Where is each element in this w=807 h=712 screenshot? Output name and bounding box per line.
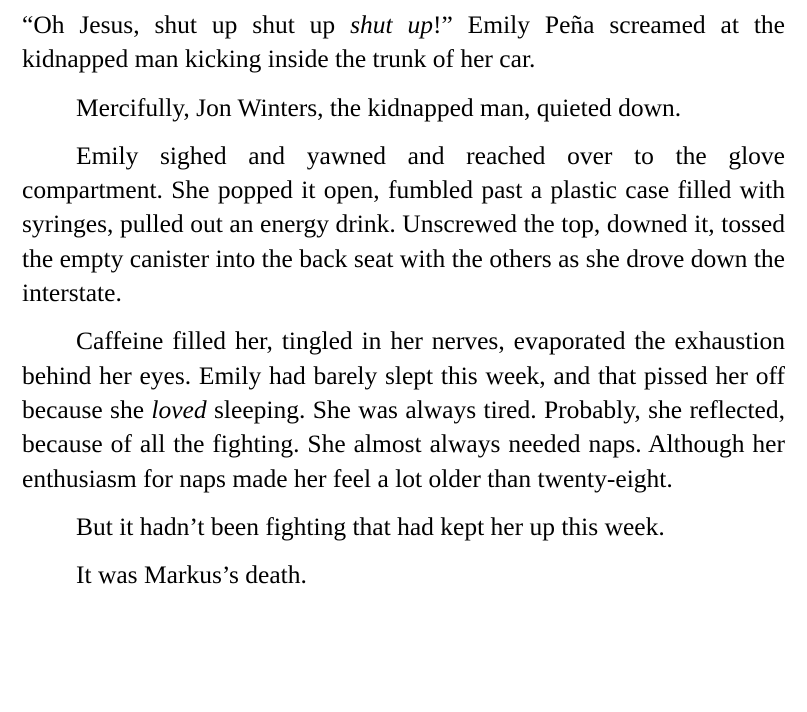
text-run: Mercifully, Jon Winters, the kidnapped man, quieted down.	[76, 92, 682, 122]
paragraph	[22, 324, 785, 495]
paragraph	[22, 8, 785, 77]
paragraph	[22, 139, 785, 310]
paragraph	[22, 510, 785, 544]
text-run: Caffeine filled her, tingled in her nerves, evaporated the exhaustion behind her eyes. Emily had barely slept this week, and that pissed her off because she	[22, 326, 785, 424]
document-body	[22, 8, 785, 592]
text-run: Emily sighed and yawned and reached over to the glove compartment. She popped it open, fumbled past a plastic case filled with syringes, pulled out an energy drink. Unscrewed the top, downed it, tossed the empty canister into the back seat with the others as she drove down the interstate.	[22, 140, 785, 308]
text-run: But it hadn’t been fighting that had kept her up this week.	[76, 511, 665, 541]
paragraph	[22, 91, 785, 125]
text-run: It was Markus’s death.	[76, 560, 307, 590]
text-run: “Oh Jesus, shut up shut up	[22, 10, 351, 39]
paragraph	[22, 558, 785, 592]
text-run: !” Emily Peña screamed at the kidnapped man kicking inside the trunk of her car.	[22, 10, 785, 74]
text-run: sleeping. She was always tired. Probably, she reflected, because of all the fighting. She almost always needed naps. Although her enthusiasm for naps made her feel a lot older than twenty-eight.	[22, 394, 785, 493]
emphasized-text: shut up	[350, 10, 433, 39]
emphasized-text: loved	[151, 394, 207, 424]
